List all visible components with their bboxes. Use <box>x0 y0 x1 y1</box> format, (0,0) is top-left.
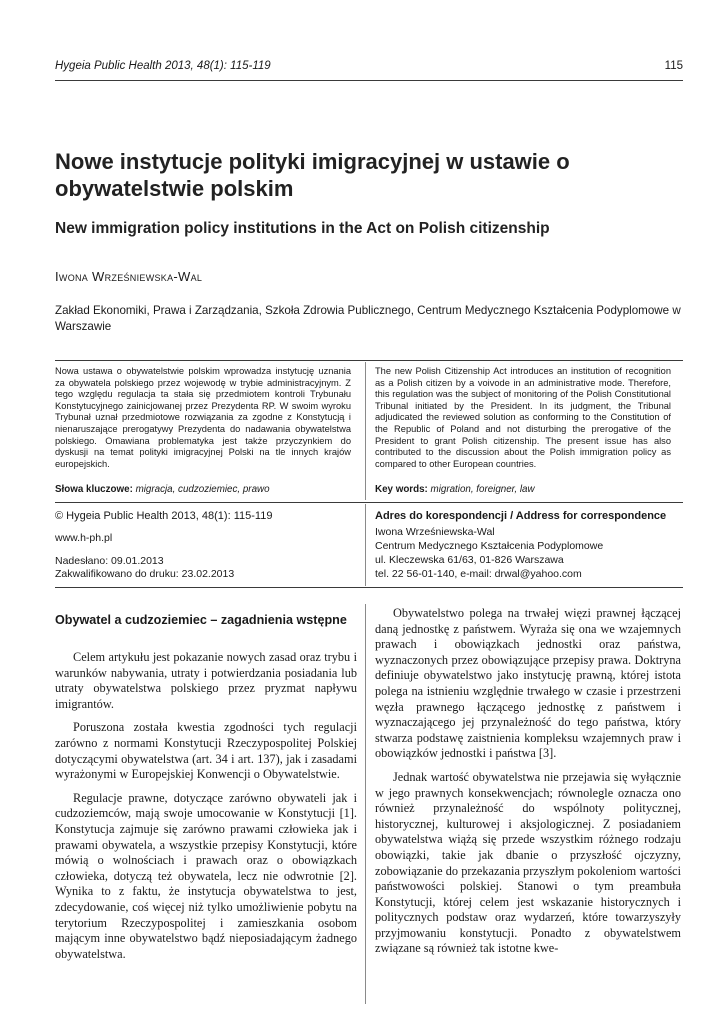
body-paragraph: Jednak wartość obywatelstwa nie przejawia się wyłącznie w jego prawnych konsekwencjach; równolegle oznacza ono również przynależność do wspólnoty politycznej, historycznej, kulturowej i aksjologicznej. Z posiadaniem obywatelstwa wiążą się przede wszystkim różnego rodzaju obowiązki, takie jak dbanie o przyszłość ojczyzny, zobowiązanie do przekazania przyszłym pokoleniom wartości państwowości polskiej. Stanowi o tym preambuła Konstytucji, której celem jest wskazanie historycznych i politycznych podstaw oraz wydarzeń, które towarzyszyły przyjmowaniu konstytucji. Ponadto z obywatelstwem związane są również tak istotne kwe- <box>375 769 681 956</box>
correspondence-name: Iwona Wrześniewska-Wal <box>375 526 495 538</box>
info-bottom-rule <box>55 587 683 588</box>
article-title-english: New immigration policy institutions in the Act on Polish citizenship <box>55 220 550 237</box>
journal-website-link[interactable]: www.h-ph.pl <box>55 532 113 544</box>
received-date: Nadesłano: 09.01.2013 <box>55 555 164 567</box>
body-paragraph: Poruszona została kwestia zgodności tych regulacji zarówno z normami Konstytucji Rzeczypospolitej Polskiej dotyczącymi obywatelstwa (art. 34 i art. 137), jak i zasadami wyrażonymi w Europejskiej Konwencji o Obywatelstwie. <box>55 720 357 782</box>
correspondence-street: ul. Kleczewska 61/63, 01-826 Warszawa <box>375 554 564 566</box>
author-affiliation: Zakład Ekonomiki, Prawa i Zarządzania, Szkoła Zdrowia Publicznego, Centrum Medycznego Kształcenia Podyplomowe w Warszawie <box>55 304 681 333</box>
correspondence-contact: tel. 22 56-01-140, e-mail: drwal@yahoo.com <box>375 568 582 580</box>
keywords-polish <box>55 484 270 495</box>
header-rule <box>55 80 683 81</box>
abstract-english: The new Polish Citizenship Act introduces an institution of recognition as a Polish citizen by a voivode in an administrative mode. Therefore, this regulation was the subject of monitoring of the Polish Constitutional Tribunal initiated by the President. In its judgment, the Tribunal adjudicated the reviewed solution as conforming to the Constitution of the Republic of Poland and not disturbing the prerogative of the President to grant Polish citizenship. The present issue has also contributed to the discussion about the Polish immigration policy as compared to other European countries. <box>375 366 671 469</box>
info-column-divider <box>365 504 366 586</box>
abstract-polish: Nowa ustawa o obywatelstwie polskim wprowadza instytucję uznania za obywatela polskiego przez wojewodę w trybie administracyjnym. Z tego względu regulacja ta stała się przedmiotem kontroli Trybunału Konstytucyjnego zainicjowanej przez Prezydenta RP. W swoim wyroku Trybunał uznał przedmiotowe rozwiązania za zgodne z Konstytucją i nienaruszające prerogatywy Prezydenta do nadawania obywatelstwa polskiego. Omawiana problematyka jest także przyczynkiem do dyskusji na temat polityki imigracyjnej Polski na tle innych krajów europejskich. <box>55 366 351 469</box>
body-paragraph: Regulacje prawne, dotyczące zarówno obywateli jak i cudzoziemców, mają swoje umocowanie w Konstytucji [1]. Konstytucja zajmuje się zarówno prawami człowieka jak i prawami obywatela, a wszystkie przepisy Konstytucji, które mówią o wolnościach i prawach oraz o obowiązkach człowieka, dotyczą też obywatela, lecz nie odwrotnie [2]. Wynika to z faktu, że instytucja obywatelstwa to jest, zdecydowanie, coś więcej niż tylko umożliwienie pobytu na terytorium Rzeczypospolitej i zamieszkania osobom mającym inne obywatelstwo bądź nieposiadającym żadnego obywatelstwa. <box>55 790 357 961</box>
article-title-polish: Nowe instytucje polityki imigracyjnej w ustawie o obywatelstwie polskim <box>55 149 570 201</box>
journal-reference: Hygeia Public Health 2013, 48(1): 115-119 <box>55 60 271 72</box>
copyright-line: © Hygeia Public Health 2013, 48(1): 115-119 <box>55 510 273 522</box>
running-header <box>55 60 683 78</box>
keywords-english-label: Key words: <box>375 484 428 495</box>
accepted-date: Zakwalifikowano do druku: 23.02.2013 <box>55 568 235 580</box>
section-heading: Obywatel a cudzoziemiec – zagadnienia wstępne <box>55 613 347 627</box>
abstract-top-rule <box>55 360 683 361</box>
body-column-left <box>55 650 357 970</box>
body-paragraph: Obywatelstwo polega na trwałej więzi prawnej łączącej daną jednostkę z państwem. Wyraża się ona we wzajemnych prawach i obowiązkach jednostki oraz państwa, wyznaczonych przez obowiązujące przepisy prawa. Doktryna definiuje obywatelstwo jako instytucję prawną, której istota polega na istnieniu względnie trwałego w czasie i przestrzeni węzła prawnego łączącego jednostkę z państwem i wyznaczającego jej przynależność do tego państwa, który stwarza podstawę zaistnienia kompleksu wzajemnych praw i obowiązków jednostki i państwa [3]. <box>375 606 681 761</box>
abstract-column-divider <box>365 362 366 500</box>
author-name: Iwona Wrześniewska-Wal <box>55 269 203 284</box>
keywords-polish-value: migracja, cudzoziemiec, prawo <box>135 484 270 495</box>
correspondence-heading: Adres do korespondencji / Address for correspondence <box>375 510 667 522</box>
body-column-divider <box>365 604 366 1004</box>
keywords-english-value: migration, foreigner, law <box>430 484 535 495</box>
body-paragraph: Celem artykułu jest pokazanie nowych zasad oraz trybu i warunków nabywania, utraty i potwierdzania posiadania lub utraty obywatelstwa polskiego przez pryzmat napływu imigrantów. <box>55 650 357 711</box>
page-number: 115 <box>664 60 683 72</box>
body-column-right <box>375 606 681 965</box>
keywords-bottom-rule <box>55 502 683 503</box>
keywords-english <box>375 484 535 495</box>
keywords-polish-label: Słowa kluczowe: <box>55 484 133 495</box>
correspondence-institution: Centrum Medycznego Kształcenia Podyplomowe <box>375 540 604 552</box>
